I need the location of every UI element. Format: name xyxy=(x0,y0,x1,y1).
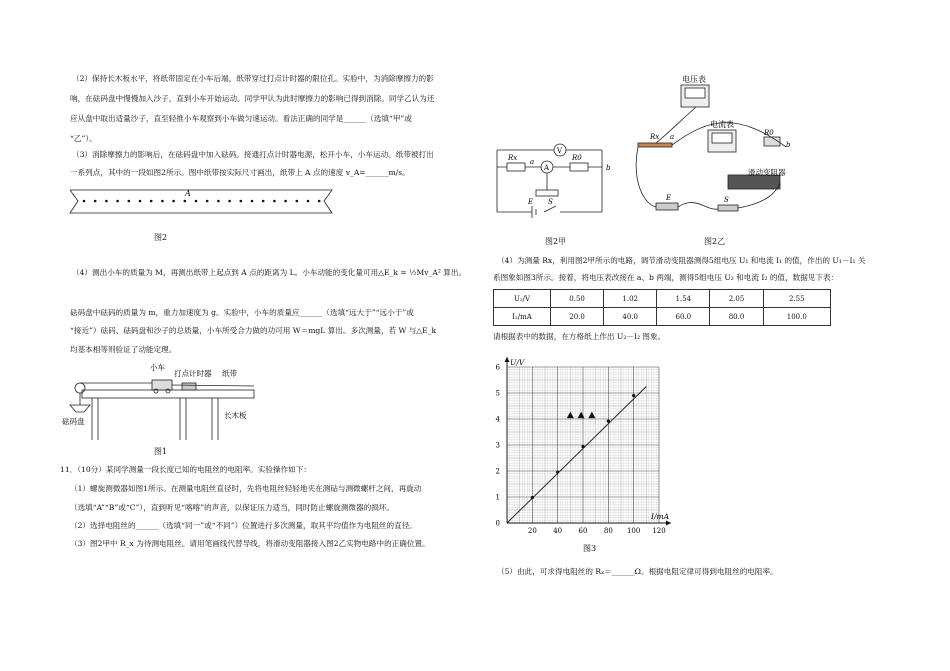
y-tick-label: 0 xyxy=(495,519,500,528)
label-board: 长木板 xyxy=(224,411,247,420)
y-tick-label: 6 xyxy=(495,363,500,372)
cart xyxy=(152,380,172,390)
tape-dot xyxy=(184,200,187,203)
x-tick-label: 60 xyxy=(578,527,588,535)
q11-line2: （1）螺旋测微器如图1所示。在测量电阻丝直径时，先将电阻丝轻轻地夹在测砧与测微螺杆之间，再旋动 xyxy=(70,484,422,493)
table-cell: 40.0 xyxy=(604,308,657,326)
q10-part4-line4: 均基本相等则验证了动能定理。 xyxy=(70,345,177,354)
triangle-marker xyxy=(588,412,595,419)
table-cell: 80.0 xyxy=(710,308,763,326)
switch-device xyxy=(718,205,738,211)
tape-dot xyxy=(150,200,153,203)
tape-figure xyxy=(70,188,340,218)
circuit-label-e: E xyxy=(528,198,534,206)
y-axis-arrow xyxy=(505,357,510,362)
tape-dot xyxy=(172,200,175,203)
label-timer: 打点计时器 xyxy=(174,369,212,378)
data-point xyxy=(632,394,635,397)
table-cell: 20.0 xyxy=(551,308,604,326)
table-cell: I₂/mA xyxy=(494,308,551,326)
tape-dot xyxy=(83,200,86,203)
label-a: a xyxy=(670,133,675,141)
board xyxy=(82,390,254,398)
fig2b-physical-circuit xyxy=(636,75,806,215)
circuit-label-a: a xyxy=(530,158,535,166)
rheostat-device xyxy=(728,175,780,189)
data-point xyxy=(581,445,584,448)
tape-dot xyxy=(116,200,119,203)
triangle-marker xyxy=(578,412,585,419)
rx-wire xyxy=(638,143,672,147)
fig2a-circuit xyxy=(492,140,617,220)
label-r0: R0 xyxy=(764,129,774,137)
table-note: 请根据表中的数据，在方格纸上作出 U₂－I₂ 图象。 xyxy=(493,332,666,341)
circuit-label-rx: Rx xyxy=(508,154,518,162)
tape-dot xyxy=(240,200,243,203)
tape-dot xyxy=(206,200,209,203)
tape-dot xyxy=(296,200,299,203)
q10-part4-line3: “接近”）砝码、砝码盘和沙子的总质量，小车所受合力做的功可用 W＝mgL 算出。多次测量，若 W 与△E_k xyxy=(70,326,437,335)
x-tick-label: 20 xyxy=(527,527,537,535)
label-b: b xyxy=(786,141,791,149)
x-axis-label: I/mA xyxy=(651,512,670,521)
q10-part4-line1: （4）测出小车的质量为 M，再测出纸带上起点到 A 点的距离为 L。小车动能的变化量可用△E_k = ½Mv_A² 算出。 xyxy=(72,268,467,277)
x-axis-arrow xyxy=(666,521,671,526)
label-voltmeter: 电压表 xyxy=(682,75,706,84)
circuit-label-s: S xyxy=(548,198,553,206)
y-tick-label: 2 xyxy=(495,467,500,476)
q10-part3-line2: 一系列点，其中的一段如图2所示。图中纸带按实际尺寸画出，纸带上 A 点的速度 v_A=______m/s。 xyxy=(70,168,410,177)
tape-dot xyxy=(94,200,97,203)
x-tick-label: 120 xyxy=(652,527,666,535)
fit-line xyxy=(507,387,646,524)
weight-pan xyxy=(70,405,90,412)
q11-part5-line: （5）由此，可求得电阻丝的 Rₓ＝______Ω。根据电阻定律可得到电阻丝的电阻率。 xyxy=(497,567,778,576)
fig2b-caption: 图2乙 xyxy=(704,237,726,246)
tape-dot xyxy=(318,200,321,203)
tape-dot xyxy=(128,200,131,203)
table-cell: 0.50 xyxy=(551,290,604,308)
fig3-caption: 图3 xyxy=(583,544,597,553)
q10-part2-line1: （2）保持长木板水平，将纸带固定在小车后端，纸带穿过打点计时器的限位孔。实验中，为消除摩擦力的影 xyxy=(72,74,434,83)
fig2-caption: 图2 xyxy=(154,233,168,242)
tape-dot xyxy=(217,200,220,203)
table-cell: 60.0 xyxy=(657,308,710,326)
tape-dot xyxy=(273,200,276,203)
q10-part3-line1: （3）消除摩擦力的影响后，在砝码盘中加入砝码。接通打点计时器电源，松开小车，小车运动。纸带被打出 xyxy=(72,150,434,159)
u-i-graph xyxy=(490,348,690,543)
q10-part2-line4: “乙”）。 xyxy=(70,134,97,143)
battery-device xyxy=(656,203,678,210)
y-tick-label: 1 xyxy=(495,493,500,502)
x-tick-label: 40 xyxy=(553,527,563,535)
tape-dot xyxy=(262,200,265,203)
data-point xyxy=(607,419,610,422)
timer xyxy=(182,383,196,390)
y-tick-label: 4 xyxy=(495,415,500,424)
q11-part4-line2: 系图象如图3所示。接着，将电压表改接在 a、b 两端，测得5组电压 U₂ 和电流 I₂ 的值，数据见下表： xyxy=(493,273,839,282)
table-cell: U₂/V xyxy=(494,290,551,308)
table-row-u2 xyxy=(494,290,831,308)
tape-dot xyxy=(195,200,198,203)
label-cart: 小车 xyxy=(150,363,165,372)
q11-part4-line1: （4）为测量 Rx，利用图2甲所示的电路，调节滑动变阻器测得5组电压 U₁ 和电流 I₁ 的值，作出的 U₁－I₁ 关 xyxy=(497,256,866,265)
tape-dot xyxy=(251,200,254,203)
tape-dot xyxy=(307,200,310,203)
table-cell: 100.0 xyxy=(763,308,830,326)
q11-line1: 11．（10分）某同学测量一段长度已知的电阻丝的电阻率。实验操作如下： xyxy=(60,465,311,474)
label-rheostat: 滑动变阻器 xyxy=(748,168,786,177)
table-row-i2 xyxy=(494,308,831,326)
q11-line3: （选填“A”“B”或“C”），直到听见“喀喀”的声音，以保证压力适当，同时防止螺旋测微器的损坏。 xyxy=(70,503,394,512)
tape-dot xyxy=(105,200,108,203)
y-axis-label: U/V xyxy=(510,358,525,367)
tape-point-a-label: A xyxy=(185,189,191,198)
q11-line5: （3）图2甲中 R_x 为待测电阻丝。请用笔画线代替导线，将滑动变阻器接入图2乙实物电路中的正确位置。 xyxy=(70,539,430,548)
label-s: S xyxy=(724,196,729,204)
table-cell: 1.54 xyxy=(657,290,710,308)
label-rx: Rx xyxy=(650,133,660,141)
x-tick-label: 100 xyxy=(626,527,641,535)
fig1-caption: 图1 xyxy=(154,447,168,456)
rx-resistor xyxy=(507,163,525,171)
label-pan: 砝码盘 xyxy=(62,417,85,426)
label-ammeter: 电流表 xyxy=(710,120,734,129)
fig2a-caption: 图2甲 xyxy=(545,237,567,246)
tape-dot xyxy=(228,200,231,203)
label-tape: 纸带 xyxy=(222,369,237,378)
tape-dot xyxy=(139,200,142,203)
q10-part2-line3: 应从盘中取出适量沙子，直至轻推小车观察到小车做匀速运动。看法正确的同学是______（选填“甲”或 xyxy=(70,114,412,123)
y-tick-label: 5 xyxy=(495,389,500,398)
circuit-label-b: b xyxy=(606,164,611,172)
circuit-label-r0: R0 xyxy=(572,154,582,162)
q10-part4-line2: 砝码盘中砝码的质量为 m，重力加速度为 g。实验中，小车的质量应______（选填“远大于”“远小于”或 xyxy=(70,308,414,317)
q11-line4: （2）选择电阻丝的______（选填“同一”或“不同”）位置进行多次测量，取其平均值作为电阻丝的直径。 xyxy=(70,521,417,530)
circuit-label-a-meter: A xyxy=(544,164,550,172)
label-e: E xyxy=(666,194,672,202)
circuit-label-v: V xyxy=(557,147,563,155)
q10-part2-line2: 响，在砝码盘中慢慢加入沙子，直到小车开始运动。同学甲认为此时摩擦力的影响已得到消除。同学乙认为还 xyxy=(70,94,435,103)
table-cell: 1.02 xyxy=(604,290,657,308)
r0-resistor xyxy=(570,163,588,171)
fig1-apparatus xyxy=(62,360,262,445)
y-tick-label: 3 xyxy=(495,441,500,450)
x-tick-label: 80 xyxy=(603,527,613,535)
pulley xyxy=(75,383,85,393)
tape-dot xyxy=(161,200,164,203)
data-table xyxy=(493,289,831,326)
table-cell: 2.05 xyxy=(710,290,763,308)
table-cell: 2.55 xyxy=(763,290,830,308)
data-point xyxy=(556,470,559,473)
data-point xyxy=(531,496,534,499)
tape-dot xyxy=(284,200,287,203)
